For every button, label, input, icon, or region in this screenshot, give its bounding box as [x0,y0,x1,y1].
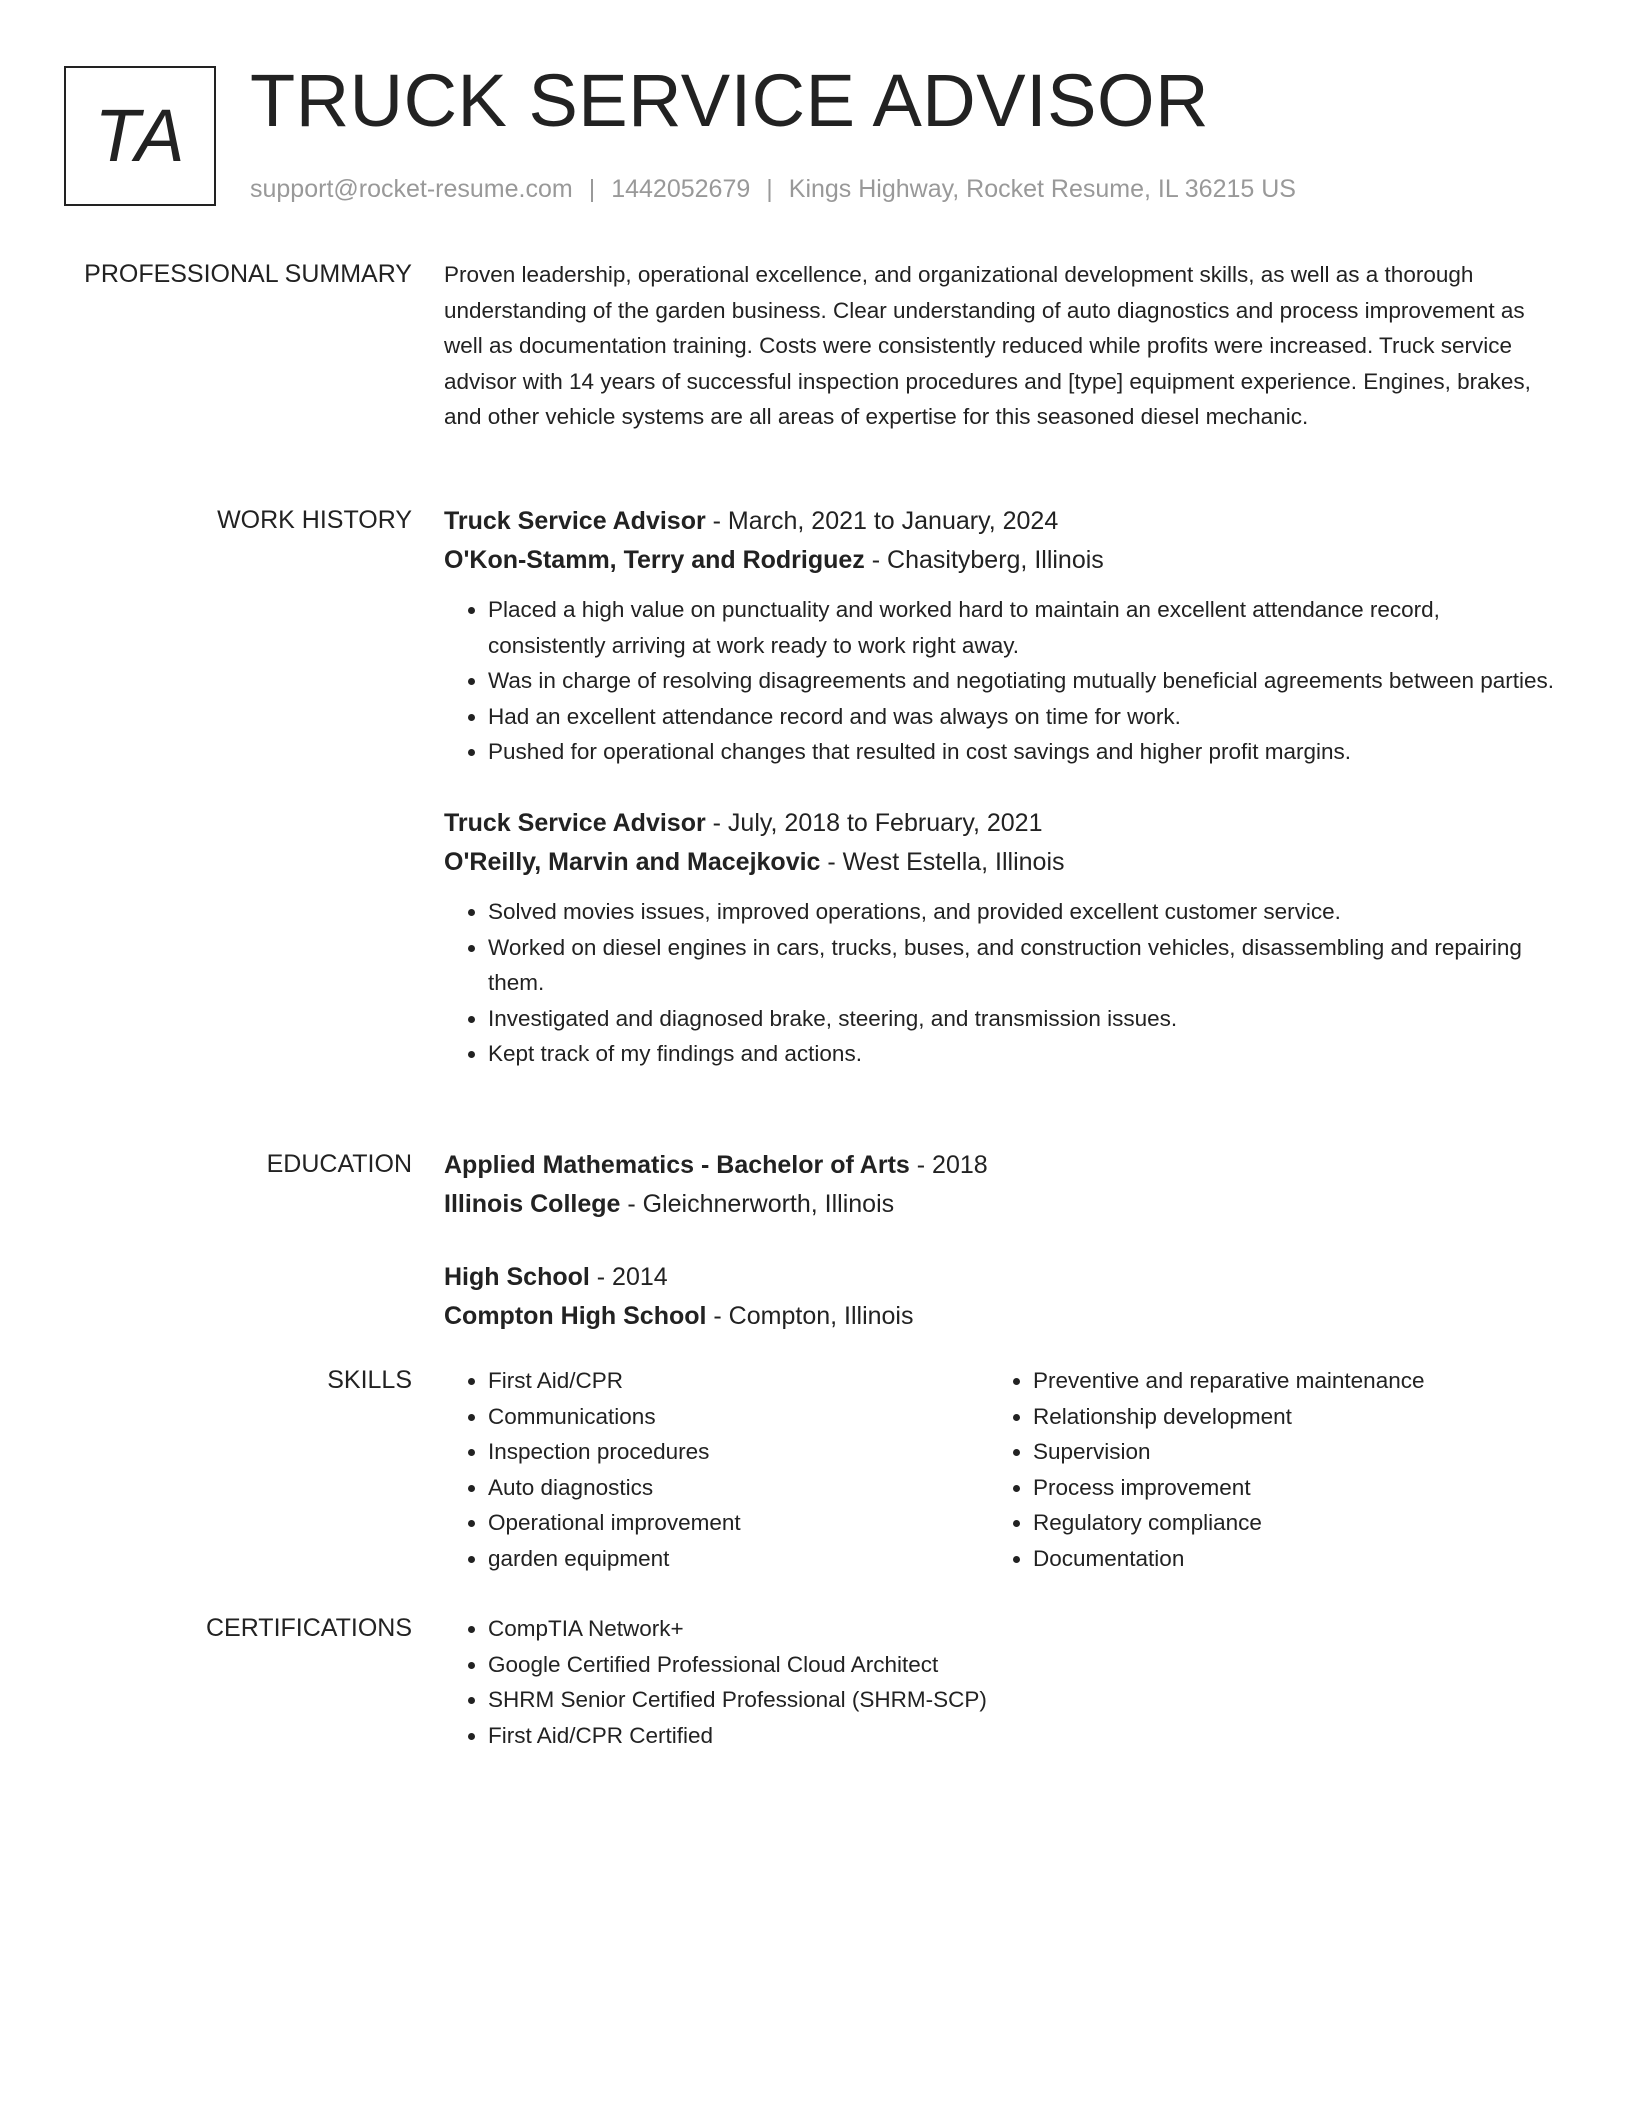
skills-heading: SKILLS [327,1366,412,1394]
job-company: O'Kon-Stamm, Terry and Rodriguez [444,546,865,574]
certification-item: • Google Certified Professional Cloud Architect [488,1647,1556,1683]
skills-list-right [989,1363,1549,1577]
skill-item: • Inspection procedures [488,1434,989,1470]
contact-address: Kings Highway, Rocket Resume, IL 36215 US [788,175,1296,203]
work-history-body [444,502,1556,1072]
skills-column-left [444,1363,989,1577]
school-location: - Gleichnerworth, Illinois [620,1190,895,1218]
skills-list-left [444,1363,989,1577]
job-bullet: • Investigated and diagnosed brake, steering, and transmission issues. [488,1001,1556,1037]
contact-line [250,174,1296,204]
initials-text: TA [94,94,186,177]
certification-item: • SHRM Senior Certified Professional (SHRM-SCP) [488,1682,1556,1718]
certifications-heading: CERTIFICATIONS [205,1614,412,1642]
skill-item: • First Aid/CPR [488,1363,989,1399]
degree-line [444,1146,1556,1185]
degree-year: - 2018 [909,1151,988,1179]
school-line [444,1297,1556,1336]
job-position: Truck Service Advisor [444,808,706,837]
school-name: Illinois College [444,1190,621,1218]
contact-separator: | [766,175,773,203]
education-body [444,1146,1556,1336]
skill-item: • Supervision [1033,1434,1549,1470]
skills-columns [444,1363,1556,1577]
job-dates: - July, 2018 to February, 2021 [705,808,1043,837]
summary-body [444,257,1556,435]
job-location: - West Estella, Illinois [820,847,1065,876]
job-entry [444,502,1556,770]
job-bullet: • Kept track of my findings and actions. [488,1036,1556,1072]
education-entry [444,1258,1556,1336]
job-bullet: • Pushed for operational changes that resulted in cost savings and higher profit margins. [488,734,1556,770]
skill-item: • Regulatory compliance [1033,1505,1549,1541]
resume-name: TRUCK SERVICE ADVISOR [250,59,1210,142]
job-bullet: • Had an excellent attendance record and was always on time for work. [488,699,1556,735]
job-position: Truck Service Advisor [444,507,706,535]
certification-item: • First Aid/CPR Certified [488,1718,1556,1754]
skill-item: • Preventive and reparative maintenance [1033,1363,1549,1399]
skills-body [444,1363,1556,1577]
job-title-line [444,804,1556,843]
certifications-list [444,1611,1556,1753]
school-line [444,1185,1556,1224]
job-company-line [444,843,1556,882]
contact-email: support@rocket-resume.com [250,175,573,203]
job-dates: - March, 2021 to January, 2024 [705,507,1059,535]
skill-item: • Documentation [1033,1541,1549,1577]
job-bullet: • Worked on diesel engines in cars, trucks, buses, and construction vehicles, disassembling and repairing them. [488,930,1556,1001]
degree-name: High School [444,1263,590,1291]
job-location: - Chasityberg, Illinois [864,546,1104,574]
skill-item: • garden equipment [488,1541,989,1577]
skill-item: • Communications [488,1399,989,1435]
school-name: Compton High School [444,1302,707,1330]
skill-item: • Auto diagnostics [488,1470,989,1506]
skills-column-right [989,1363,1549,1577]
skill-item: • Operational improvement [488,1505,989,1541]
certifications-body [444,1611,1556,1753]
contact-phone: 1442052679 [611,175,751,203]
degree-name: Applied Mathematics - Bachelor of Arts [444,1151,910,1179]
job-bullet: • Placed a high value on punctuality and worked hard to maintain an excellent attendance record, consistently arriving at work ready to work right away. [488,592,1556,663]
job-company-line [444,541,1556,580]
job-bullet: • Solved movies issues, improved operations, and provided excellent customer service. [488,894,1556,930]
initials-monogram [64,66,216,206]
school-location: - Compton, Illinois [706,1302,914,1330]
job-bullet-list [444,592,1556,770]
job-bullet-list [444,894,1556,1072]
job-bullet: • Was in charge of resolving disagreements and negotiating mutually beneficial agreements between parties. [488,663,1556,699]
job-company: O'Reilly, Marvin and Macejkovic [444,847,821,876]
skill-item: • Process improvement [1033,1470,1549,1506]
work-history-heading: WORK HISTORY [217,506,412,534]
summary-text: Proven leadership, operational excellence, and organizational development skills, as well as a thorough understanding of the garden business. Clear understanding of auto diagnostics and process improvement as well as documentation training. Costs were consistently reduced while profits were increased. Truck service advisor with 14 years of successful inspection procedures and [type] equipment experience. Engines, brakes, and other vehicle systems are all areas of expertise for this seasoned diesel mechanic. [444,262,1531,430]
certification-item: • CompTIA Network+ [488,1611,1556,1647]
contact-separator: | [588,175,596,203]
skill-item: • Relationship development [1033,1399,1549,1435]
degree-year: - 2014 [589,1263,668,1291]
job-entry [444,804,1556,1072]
education-heading: EDUCATION [266,1150,412,1178]
degree-line [444,1258,1556,1297]
education-entry [444,1146,1556,1224]
job-title-line [444,502,1556,541]
summary-heading: PROFESSIONAL SUMMARY [84,260,412,288]
